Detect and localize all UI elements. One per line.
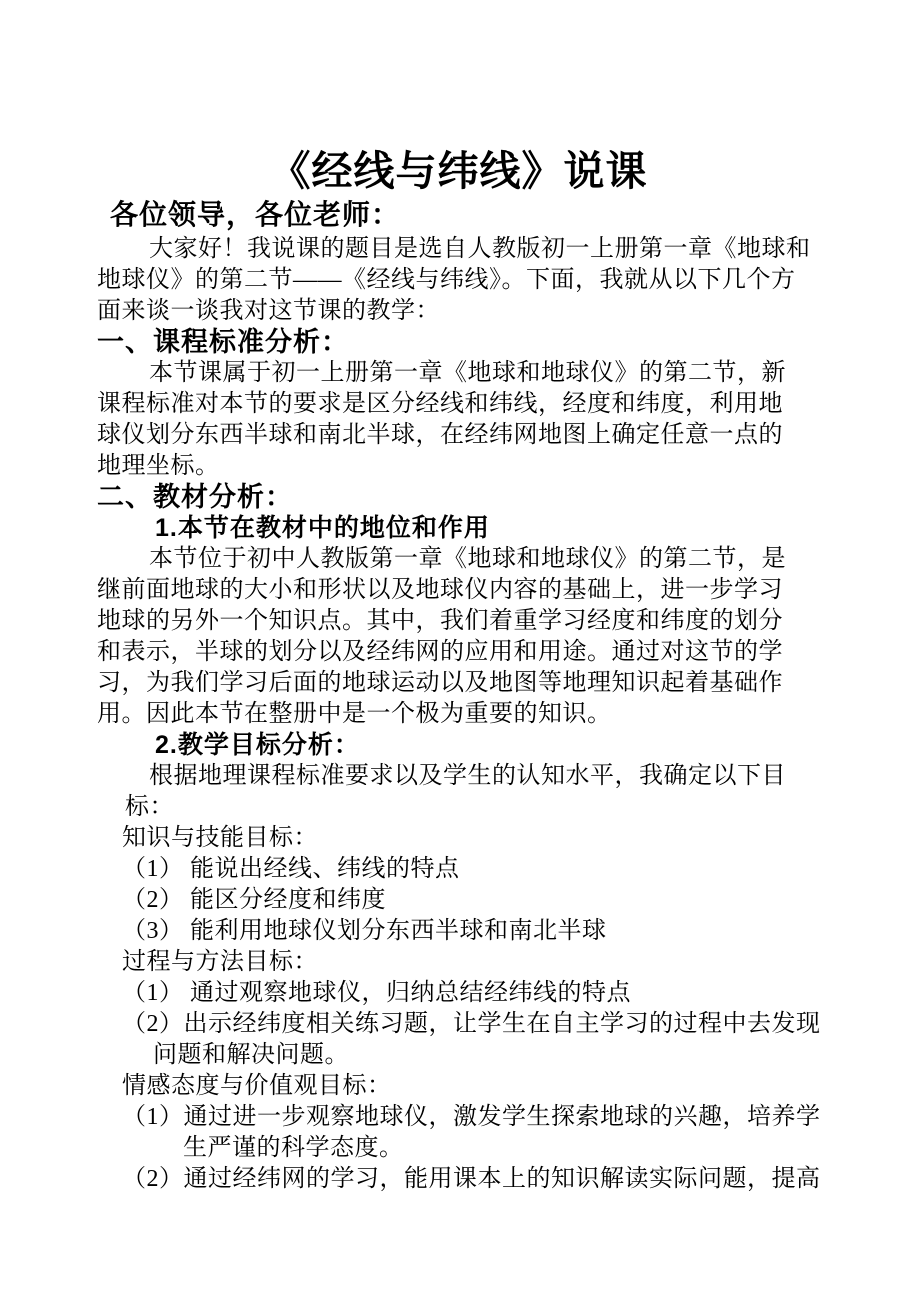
text-line: 地理坐标。 xyxy=(97,453,220,479)
text-line: 过程与方法目标： xyxy=(122,949,318,975)
text-line: 根据地理课程标准要求以及学生的认知水平，我确定以下目 xyxy=(149,763,786,789)
text-line: 本节位于初中人教版第一章《地球和地球仪》的第二节，是 xyxy=(149,546,786,572)
text-line: （2） 能区分经度和纬度 xyxy=(122,887,386,913)
section-heading: 二、教材分析： xyxy=(97,482,293,512)
text-line: （1） 能说出经线、纬线的特点 xyxy=(122,856,460,882)
text-line: （1） 通过观察地球仪，归纳总结经纬线的特点 xyxy=(122,980,631,1006)
text-line: 用。因此本节在整册中是一个极为重要的知识。 xyxy=(97,701,612,727)
text-line: 习，为我们学习后面的地球运动以及地图等地理知识起着基础作 xyxy=(97,670,783,696)
text-line: （2）通过经纬网的学习，能用课本上的知识解读实际问题，提高 xyxy=(122,1166,821,1192)
subsection-heading: 1.本节在教材中的地位和作用 xyxy=(155,514,490,542)
text-line: 情感态度与价值观目标： xyxy=(122,1073,392,1099)
text-line: 生严谨的科学态度。 xyxy=(183,1135,404,1161)
text-line: （1）通过进一步观察地球仪，激发学生探索地球的兴趣，培养学 xyxy=(122,1104,821,1130)
salutation-line: 各位领导，各位老师： xyxy=(110,199,401,230)
text-line: 和表示，半球的划分以及经纬网的应用和用途。通过对这节的学 xyxy=(97,639,783,665)
subsection-heading: 2.教学目标分析： xyxy=(155,731,360,759)
text-line: 大家好！我说课的题目是选自人教版初一上册第一章《地球和 xyxy=(149,236,811,262)
text-line: （2）出示经纬度相关练习题，让学生在自主学习的过程中去发现 xyxy=(122,1011,821,1037)
text-line: 继前面地球的大小和形状以及地球仪内容的基础上，进一步学习 xyxy=(97,577,783,603)
text-line: 地球的另外一个知识点。其中，我们着重学习经度和纬度的划分 xyxy=(97,608,783,634)
text-line: 球仪划分东西半球和南北半球，在经纬网地图上确定任意一点的 xyxy=(97,422,783,448)
text-line: 地球仪》的第二节——《经线与纬线》。下面，我就从以下几个方 xyxy=(97,267,796,293)
text-line: 本节课属于初一上册第一章《地球和地球仪》的第二节，新 xyxy=(149,360,786,386)
section-heading: 一、课程标准分析： xyxy=(97,327,349,357)
text-line: （3） 能利用地球仪划分东西半球和南北半球 xyxy=(122,918,607,944)
document-title: 《经线与纬线》说课 xyxy=(269,148,648,194)
text-line: 标： xyxy=(125,794,174,820)
text-line: 面来谈一谈我对这节课的教学： xyxy=(97,298,440,324)
text-line: 知识与技能目标： xyxy=(122,825,318,851)
text-line: 课程标准对本节的要求是区分经线和纬线，经度和纬度，利用地 xyxy=(97,391,783,417)
text-line: 问题和解决问题。 xyxy=(153,1042,349,1068)
